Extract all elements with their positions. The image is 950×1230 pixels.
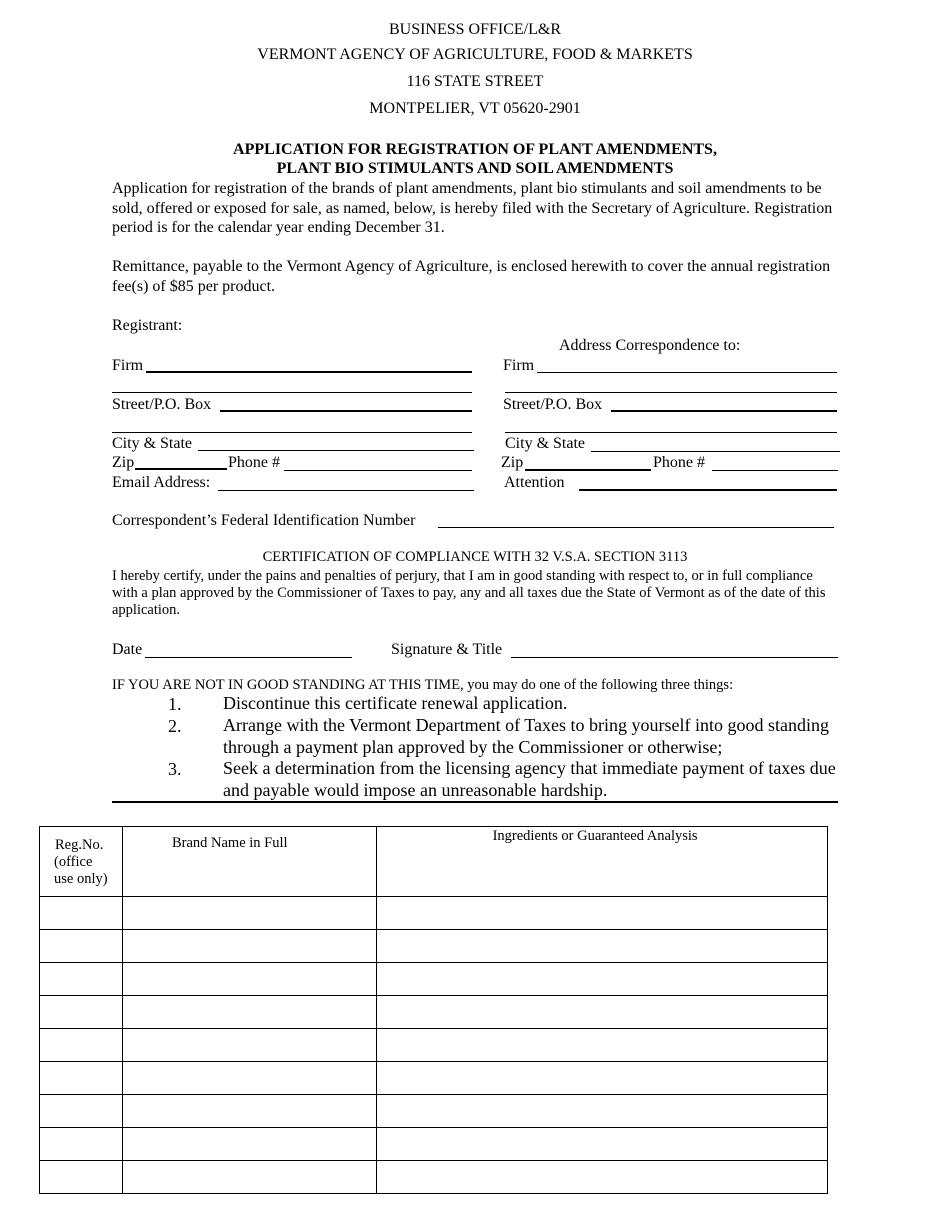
registrant-city-label: City & State [112, 435, 192, 452]
correspondence-phone-label: Phone # [653, 454, 705, 471]
signature-field[interactable] [511, 657, 838, 658]
table-header-row [40, 827, 828, 897]
correspondence-heading: Address Correspondence to: [559, 337, 741, 354]
reg-no-cell[interactable] [40, 1161, 123, 1194]
ingredients-cell[interactable] [376, 1095, 827, 1128]
table-row [40, 1128, 828, 1161]
ingredients-header [376, 827, 827, 897]
standing-item-3-text: Seek a determination from the licensing agency that immediate payment of taxes due and payable would impose an unreasonable hardship. [223, 758, 836, 800]
standing-item-1-number: 1. [168, 694, 182, 714]
registrant-email-label: Email Address: [112, 474, 211, 491]
correspondence-street-label: Street/P.O. Box [503, 396, 603, 413]
reg-no-cell[interactable] [40, 897, 123, 930]
correspondence-firm-label: Firm [503, 357, 535, 374]
ingredients-cell[interactable] [376, 996, 827, 1029]
registrant-phone-label: Phone # [228, 454, 280, 471]
table-row [40, 996, 828, 1029]
correspondence-street-extra-line[interactable] [505, 432, 837, 433]
correspondence-firm-field[interactable] [537, 372, 837, 373]
certification-heading: CERTIFICATION OF COMPLIANCE WITH 32 V.S.A. SECTION 3113 [262, 549, 688, 565]
registrant-phone-field[interactable] [284, 470, 472, 471]
date-field[interactable] [145, 657, 352, 658]
reg-no-cell[interactable] [40, 1095, 123, 1128]
correspondence-city-field[interactable] [591, 451, 840, 452]
brand-name-cell[interactable] [122, 1095, 376, 1128]
table-row [40, 1029, 828, 1062]
reg-no-header-line2: (office [54, 854, 93, 870]
brand-name-cell[interactable] [122, 1128, 376, 1161]
registrant-street-label: Street/P.O. Box [112, 396, 212, 413]
ingredients-cell[interactable] [376, 1128, 827, 1161]
signature-label: Signature & Title [391, 641, 503, 658]
reg-no-cell[interactable] [40, 1128, 123, 1161]
certification-body: I hereby certify, under the pains and penalties of perjury, that I am in good standing with respect to, or in full compliance with a plan approved by the Commissioner of Taxes to pay, any and all taxes due the State of Vermont as of the date of this application. [112, 568, 826, 618]
standing-item-2-text: Arrange with the Vermont Department of Taxes to bring yourself into good standing through a payment plan approved by the Commissioner or otherwise; [223, 715, 829, 757]
form-title-line2: PLANT BIO STIMULANTS AND SOIL AMENDMENTS [276, 160, 674, 177]
reg-no-cell[interactable] [40, 963, 123, 996]
correspondence-zip-label: Zip [501, 454, 524, 471]
registrant-firm-extra-line[interactable] [112, 392, 472, 393]
registrant-city-field[interactable] [198, 450, 474, 451]
reg-no-header-line1: Reg.No. [55, 837, 104, 853]
date-label: Date [112, 641, 143, 658]
correspondence-attention-label: Attention [504, 474, 565, 491]
city-address: MONTPELIER, VT 05620-2901 [369, 100, 581, 117]
brand-name-cell[interactable] [122, 897, 376, 930]
table-row [40, 963, 828, 996]
brand-name-cell[interactable] [122, 963, 376, 996]
brand-name-cell[interactable] [122, 930, 376, 963]
standing-item-3-number: 3. [168, 759, 182, 779]
reg-no-cell[interactable] [40, 1062, 123, 1095]
brand-name-header [122, 827, 376, 897]
agency-name: VERMONT AGENCY OF AGRICULTURE, FOOD & MARKETS [257, 46, 693, 63]
standing-item-1-text: Discontinue this certificate renewal application. [223, 693, 568, 713]
correspondence-street-field[interactable] [611, 410, 837, 412]
registrant-zip-label: Zip [112, 454, 135, 471]
street-address: 116 STATE STREET [406, 73, 544, 90]
table-row [40, 1062, 828, 1095]
reg-no-cell[interactable] [40, 996, 123, 1029]
table-row [40, 930, 828, 963]
ingredients-cell[interactable] [376, 963, 827, 996]
correspondence-attention-field[interactable] [579, 489, 837, 491]
table-row [40, 1095, 828, 1128]
registrant-street-extra-line[interactable] [112, 432, 472, 433]
reg-no-cell[interactable] [40, 1029, 123, 1062]
table-row [40, 1161, 828, 1194]
registrant-street-field[interactable] [220, 410, 472, 412]
ingredients-cell[interactable] [376, 930, 827, 963]
intro-paragraph: Application for registration of the brands of plant amendments, plant bio stimulants and soil amendments to be sold, offered or exposed for sale, as named, below, is hereby filed with the Secretary of Agriculture. Registration period is for the calendar year ending December 31. [112, 180, 833, 236]
correspondence-firm-extra-line[interactable] [505, 392, 837, 393]
reg-no-header-line3: use only) [54, 871, 108, 887]
reg-no-header [40, 827, 123, 897]
form-title-line1: APPLICATION FOR REGISTRATION OF PLANT AMENDMENTS, [233, 141, 717, 158]
table-row [40, 897, 828, 930]
federal-id-field[interactable] [438, 527, 834, 528]
standing-intro: IF YOU ARE NOT IN GOOD STANDING AT THIS TIME, you may do one of the following three things: [112, 677, 734, 693]
product-table [39, 826, 828, 1194]
registrant-email-field[interactable] [218, 490, 474, 491]
section-divider [112, 801, 838, 803]
correspondence-phone-field[interactable] [712, 470, 838, 471]
registrant-zip-field[interactable] [135, 468, 227, 470]
registrant-firm-field[interactable] [146, 371, 472, 373]
standing-item-2-number: 2. [168, 716, 182, 736]
registrant-firm-label: Firm [112, 357, 144, 374]
remittance-paragraph: Remittance, payable to the Vermont Agency of Agriculture, is enclosed herewith to cover the annual registration fee(s) of $85 per product. [112, 258, 831, 295]
ingredients-cell[interactable] [376, 1062, 827, 1095]
brand-name-cell[interactable] [122, 1161, 376, 1194]
ingredients-header-text: Ingredients or Guaranteed Analysis [492, 828, 698, 844]
ingredients-cell[interactable] [376, 1161, 827, 1194]
ingredients-cell[interactable] [376, 897, 827, 930]
correspondence-city-label: City & State [505, 435, 585, 452]
federal-id-label: Correspondent’s Federal Identification Number [112, 512, 416, 529]
office-name: BUSINESS OFFICE/L&R [388, 21, 562, 38]
brand-name-cell[interactable] [122, 996, 376, 1029]
brand-name-header-text: Brand Name in Full [171, 835, 288, 851]
brand-name-cell[interactable] [122, 1062, 376, 1095]
registrant-heading: Registrant: [112, 317, 183, 334]
correspondence-zip-field[interactable] [525, 469, 651, 471]
brand-name-cell[interactable] [122, 1029, 376, 1062]
reg-no-cell[interactable] [40, 930, 123, 963]
ingredients-cell[interactable] [376, 1029, 827, 1062]
